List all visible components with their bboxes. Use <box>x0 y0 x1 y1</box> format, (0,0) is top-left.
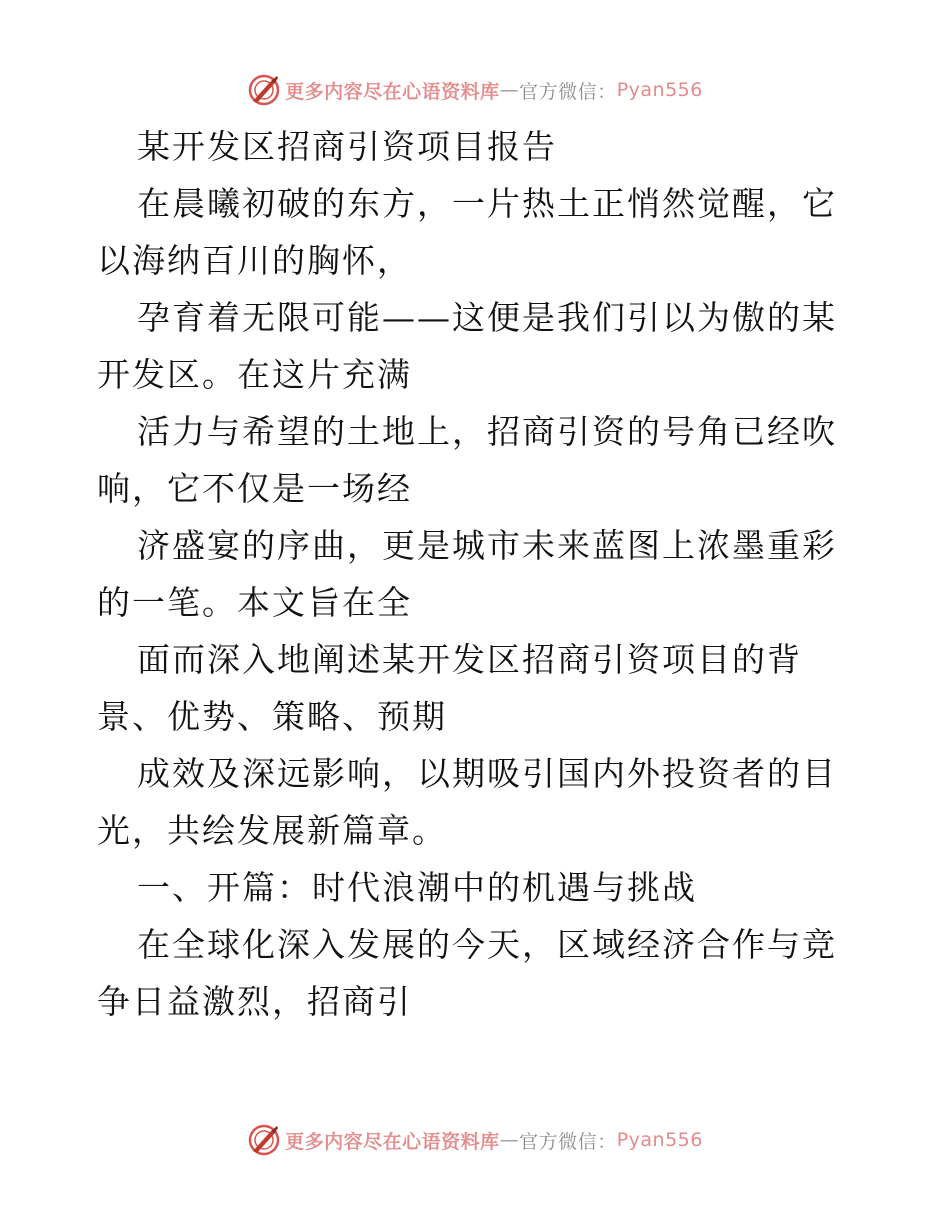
watermark-label: 官方微信： <box>519 80 617 103</box>
paragraph: 济盛宴的序曲，更是城市未来蓝图上浓墨重彩的一笔。本文旨在全 <box>97 526 837 622</box>
paragraph: 在全球化深入发展的今天，区域经济合作与竞争日益激烈，招商引 <box>97 925 837 1021</box>
watermark-label: 官方微信： <box>519 1130 617 1153</box>
watermark-wechat-id: Pyan556 <box>616 79 703 101</box>
feather-pen-circle-icon <box>247 1123 281 1157</box>
watermark-separator: — <box>499 1129 520 1151</box>
section-heading: 一、开篇：时代浪潮中的机遇与挑战 <box>137 868 697 907</box>
footer-watermark <box>0 1120 950 1160</box>
watermark-main-text: 更多内容尽在心语资料库 <box>285 1130 500 1153</box>
paragraph: 面而深入地阐述某开发区招商引资项目的背景、优势、策略、预期 <box>97 640 802 736</box>
feather-pen-circle-icon <box>247 73 281 107</box>
paragraph: 孕育着无限可能——这便是我们引以为傲的某开发区。在这片充满 <box>97 298 837 394</box>
document-body <box>97 118 857 1030</box>
paragraph: 成效及深远影响，以期吸引国内外投资者的目光，共绘发展新篇章。 <box>97 754 837 850</box>
watermark-wechat-id: Pyan556 <box>616 1129 703 1151</box>
header-watermark <box>0 70 950 110</box>
paragraph: 活力与希望的土地上，招商引资的号角已经吹响，它不仅是一场经 <box>97 412 837 508</box>
watermark-separator: — <box>499 79 520 101</box>
document-title: 某开发区招商引资项目报告 <box>137 127 557 166</box>
paragraph: 在晨曦初破的东方，一片热土正悄然觉醒，它以海纳百川的胸怀， <box>97 184 837 280</box>
watermark-main-text: 更多内容尽在心语资料库 <box>285 80 500 103</box>
